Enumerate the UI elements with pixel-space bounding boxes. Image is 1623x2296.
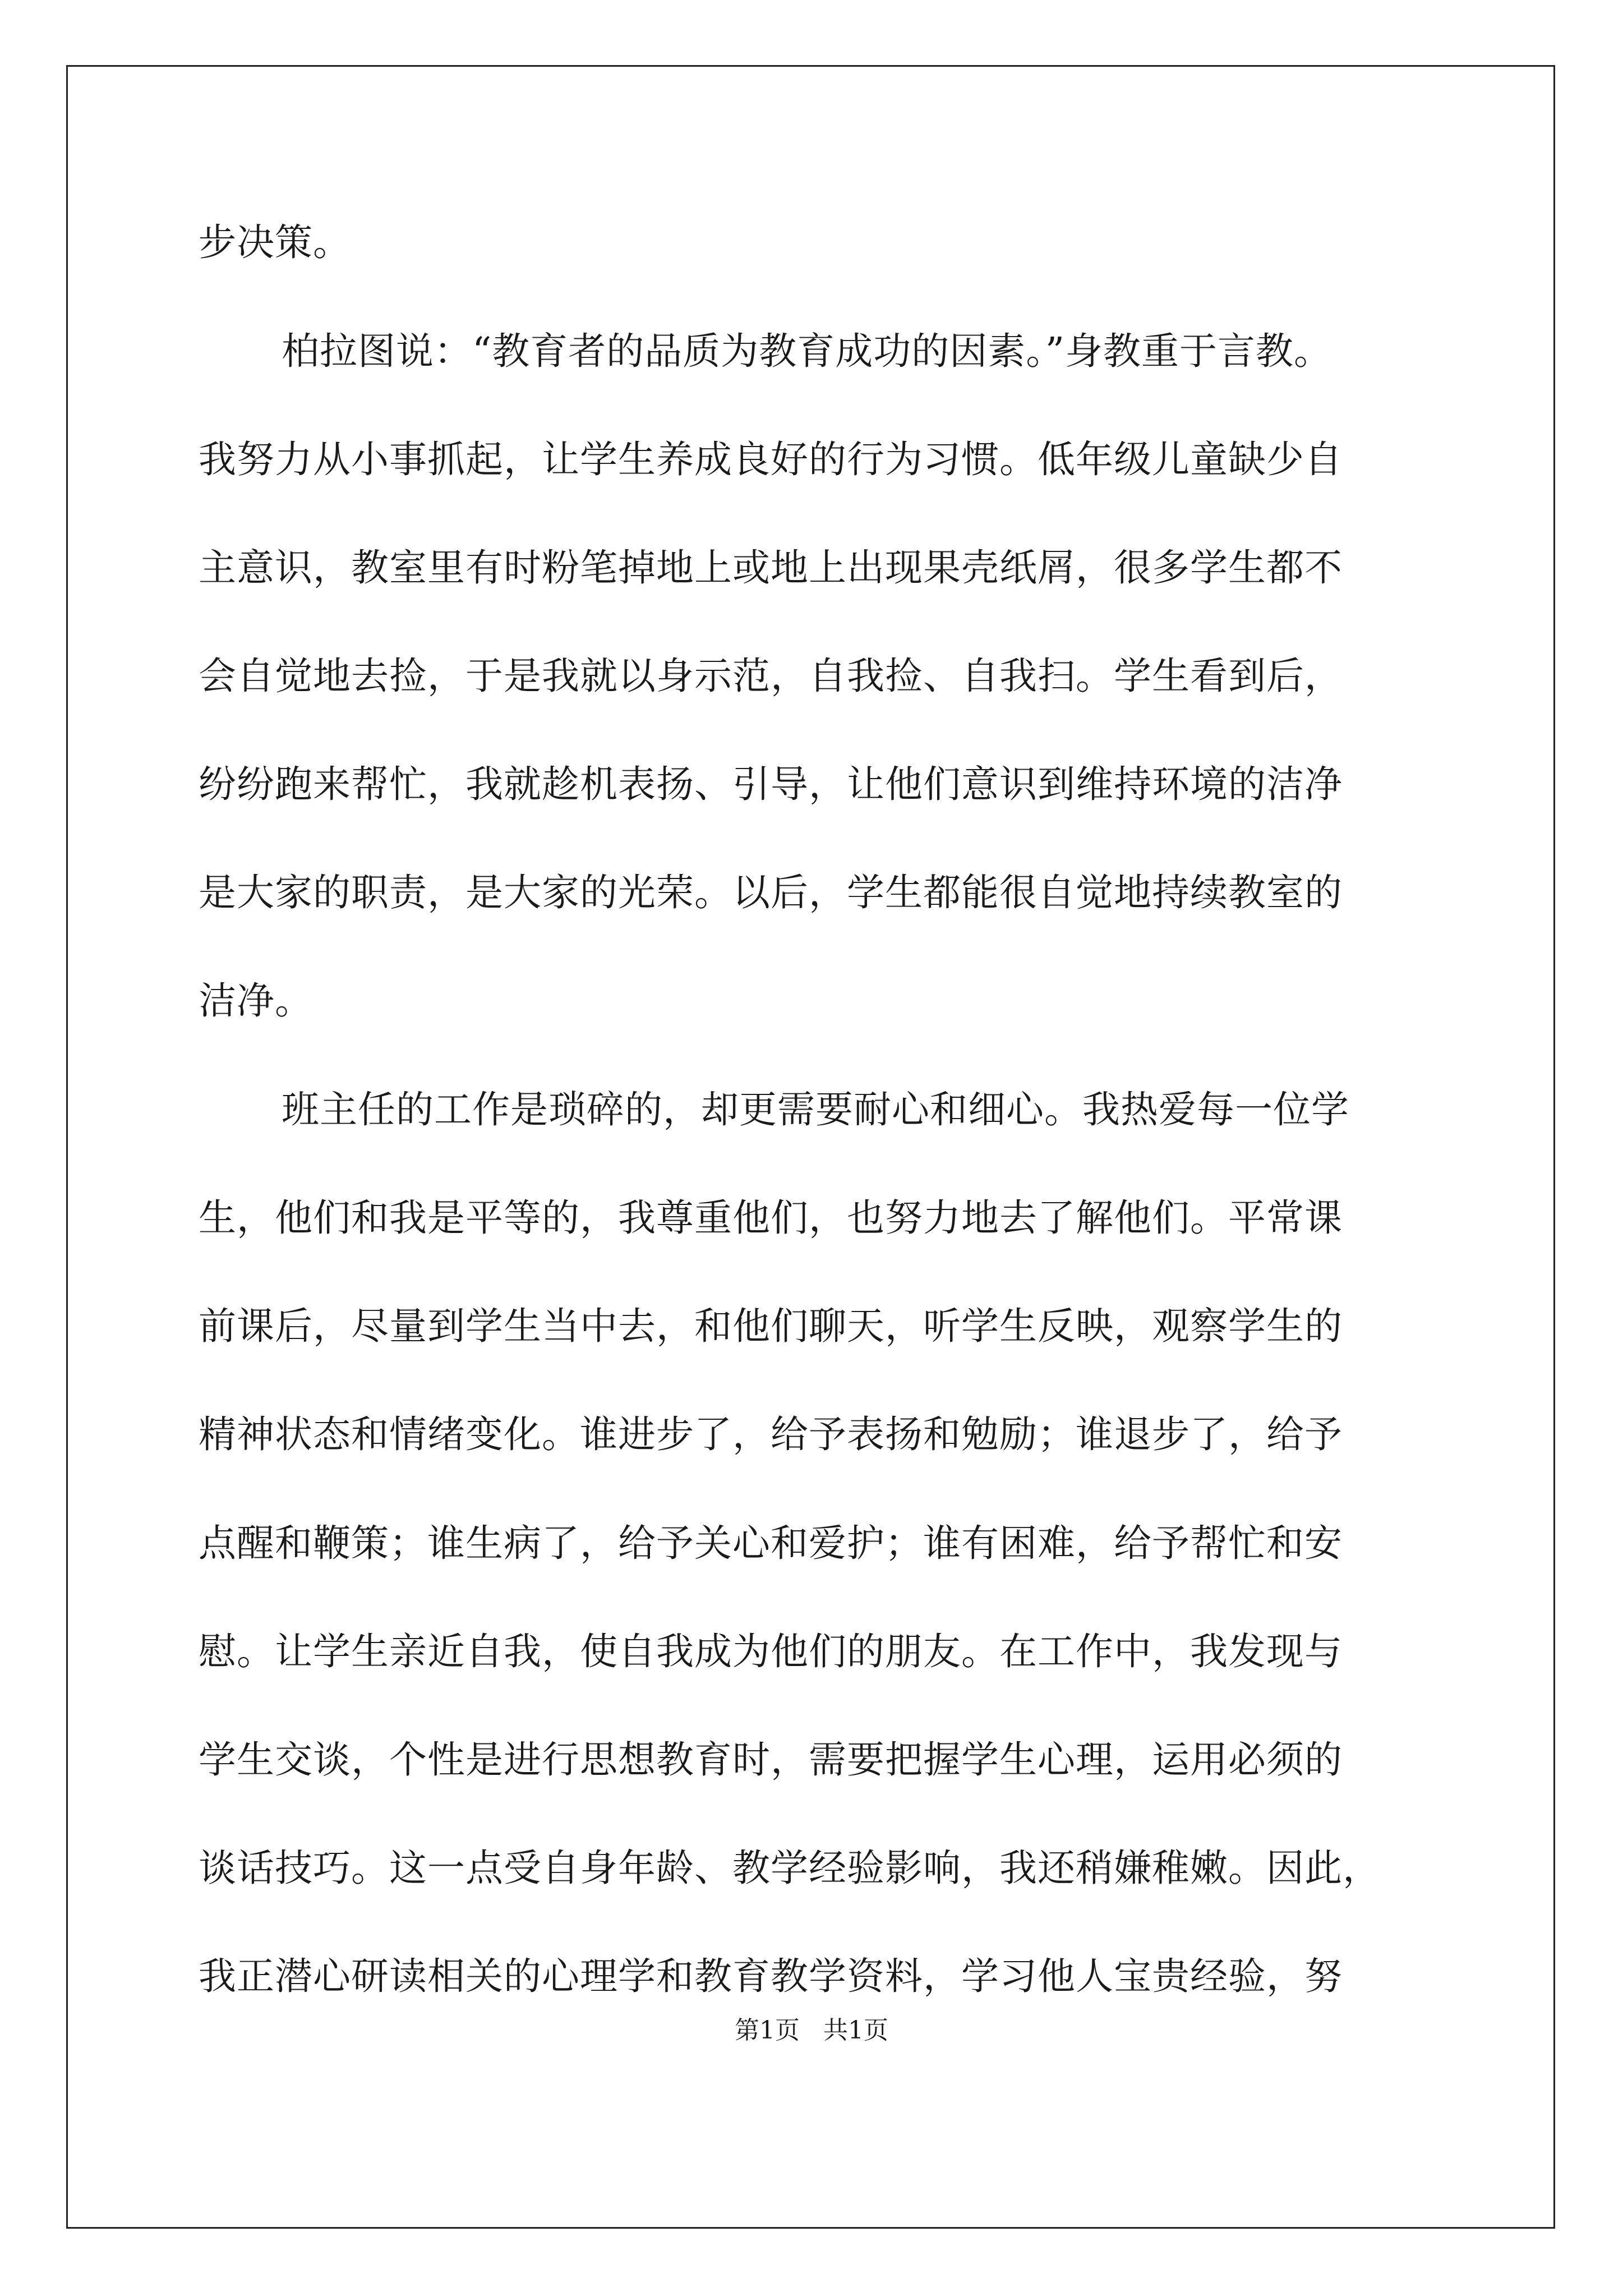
- page-number-footer: 第1页 共1页: [735, 2016, 888, 2045]
- text-line-16: 谈话技巧。这一点受自身年龄、教学经验影响，我还稍嫌稚嫩。因此，: [199, 1846, 1381, 1890]
- text-line-14: 慰。让学生亲近自我，使自我成为他们的朋友。在工作中，我发现与: [199, 1630, 1343, 1673]
- text-line-10: 生，他们和我是平等的，我尊重他们，也努力地去了解他们。平常课: [199, 1196, 1343, 1240]
- text-line-7: 是大家的职责，是大家的光荣。以后，学生都能很自觉地持续教室的: [199, 871, 1343, 914]
- text-line-12: 精神状态和情绪变化。谁进步了，给予表扬和勉励；谁退步了，给予: [199, 1412, 1343, 1456]
- text-line-1: 步决策。: [199, 220, 351, 264]
- text-line-3: 我努力从小事抓起，让学生养成良好的行为习惯。低年级儿童缺少自: [199, 438, 1343, 481]
- text-line-2: 柏拉图说：“教育者的品质为教育成功的因素。”身教重于言教。: [282, 329, 1332, 373]
- text-line-4: 主意识，教室里有时粉笔掉地上或地上出现果壳纸屑，很多学生都不: [199, 546, 1343, 590]
- text-line-5: 会自觉地去捡，于是我就以身示范，自我捡、自我扫。学生看到后，: [199, 654, 1343, 698]
- text-line-17: 我正潜心研读相关的心理学和教育教学资料，学习他人宝贵经验，努: [199, 1954, 1343, 1998]
- page-border: [66, 65, 1555, 2229]
- text-line-15: 学生交谈，个性是进行思想教育时，需要把握学生心理，运用必须的: [199, 1738, 1343, 1782]
- text-line-13: 点醒和鞭策；谁生病了，给予关心和爱护；谁有困难，给予帮忙和安: [199, 1521, 1343, 1565]
- text-line-8: 洁净。: [199, 979, 313, 1023]
- text-line-9: 班主任的工作是琐碎的，却更需要耐心和细心。我热爱每一位学: [282, 1088, 1349, 1131]
- text-line-11: 前课后，尽量到学生当中去，和他们聊天，听学生反映，观察学生的: [199, 1304, 1343, 1348]
- text-line-6: 纷纷跑来帮忙，我就趁机表扬、引导，让他们意识到维持环境的洁净: [199, 762, 1343, 806]
